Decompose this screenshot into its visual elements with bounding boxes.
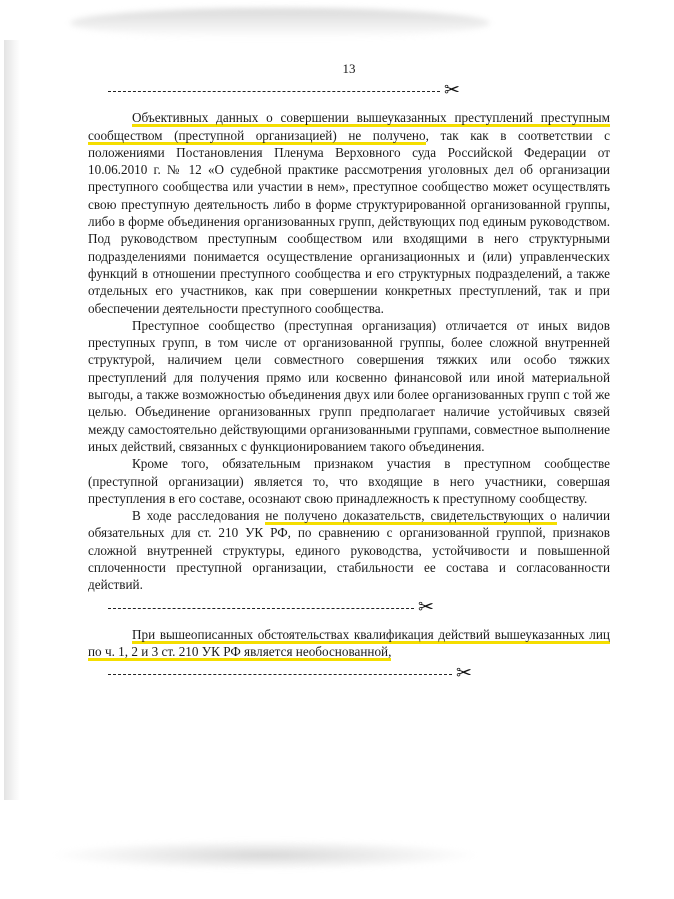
paragraph-1 — [88, 109, 610, 317]
paragraph-5 — [88, 626, 610, 661]
scissors-icon: ✂ — [456, 662, 472, 685]
paragraph-4 — [88, 507, 610, 593]
highlighted-text: Объективных данных о совершении вышеуказанных преступлений преступным сообществом (преступной организацией) не получено — [88, 110, 610, 143]
dashed-cut-line — [108, 674, 452, 675]
highlighted-text: не получено доказательств, свидетельствующих о — [265, 508, 557, 524]
page-number: 13 — [342, 61, 356, 76]
paragraph-text: В ходе расследования — [132, 508, 266, 524]
scissors-icon: ✂ — [444, 79, 460, 102]
highlighted-text: При вышеописанных обстоятельствах квалификация действий вышеуказанных лиц по ч. 1, 2 и 3 ст. 210 УК РФ является необоснованной, — [88, 626, 610, 659]
page-shadow-bottom — [50, 840, 480, 870]
page-shadow-left — [4, 40, 20, 800]
cut-line-middle — [88, 595, 610, 618]
paragraph-2: Преступное сообщество (преступная организация) отличается от иных видов преступных групп, в том числе от организованной группы, более сложной внутренней структурой, наличием цели совместного совершения тяжких или особо тяжких преступлений для получения прямо или косвенно финансовой или иной материальной выгоды, а также возможностью объединения двух или более организованных групп с той же целью. Объединение организованных групп предполагает наличие устойчивых связей между самостоятельно действующими организованными группами, совместное выполнение иных действий, связанных с функционированием такого объединения. — [88, 317, 610, 454]
paragraph-3: Кроме того, обязательным признаком участия в преступном сообществе (преступной организации) является то, что входящие в него участники, совершая преступления в его составе, осознают свою принадлежность к преступному сообществу. — [88, 456, 610, 506]
page-shadow-top — [70, 8, 490, 38]
dashed-cut-line — [108, 608, 414, 609]
cut-line-top — [88, 79, 610, 102]
paragraph-text: наличии обязательных для ст. 210 УК РФ, по сравнению с организованной группой, признаков сложной внутренней структуры, единого руководства, устойчивости и повышенной сплоченности преступной организации, стабильности ее состава и согласованности действий. — [88, 508, 610, 593]
document-page — [88, 60, 610, 692]
paragraph-text: , так как в соответствии с положениями Постановления Пленума Верховного суда Российской Федерации от 10.06.2010 г. № 12 «О судебной практике рассмотрения уголовных дел об организации преступного сообщества или участии в нем», преступное сообщество может осуществлять свою преступную деятельность либо в форме структурированной организованной группы, либо в форме объединения организованных групп, действующих под единым руководством. Под руководством преступным сообществом или входящими в него структурными подразделениями понимается осуществление организационных и (или) управленческих функций в отношении преступного сообщества и его структурных подразделений, а также отдельных его участников, как при совершении конкретных преступлений, так и при обеспечении деятельности преступного сообщества. — [88, 127, 611, 316]
dashed-cut-line — [108, 91, 440, 92]
scissors-icon: ✂ — [418, 595, 434, 618]
cut-line-bottom — [88, 662, 610, 685]
